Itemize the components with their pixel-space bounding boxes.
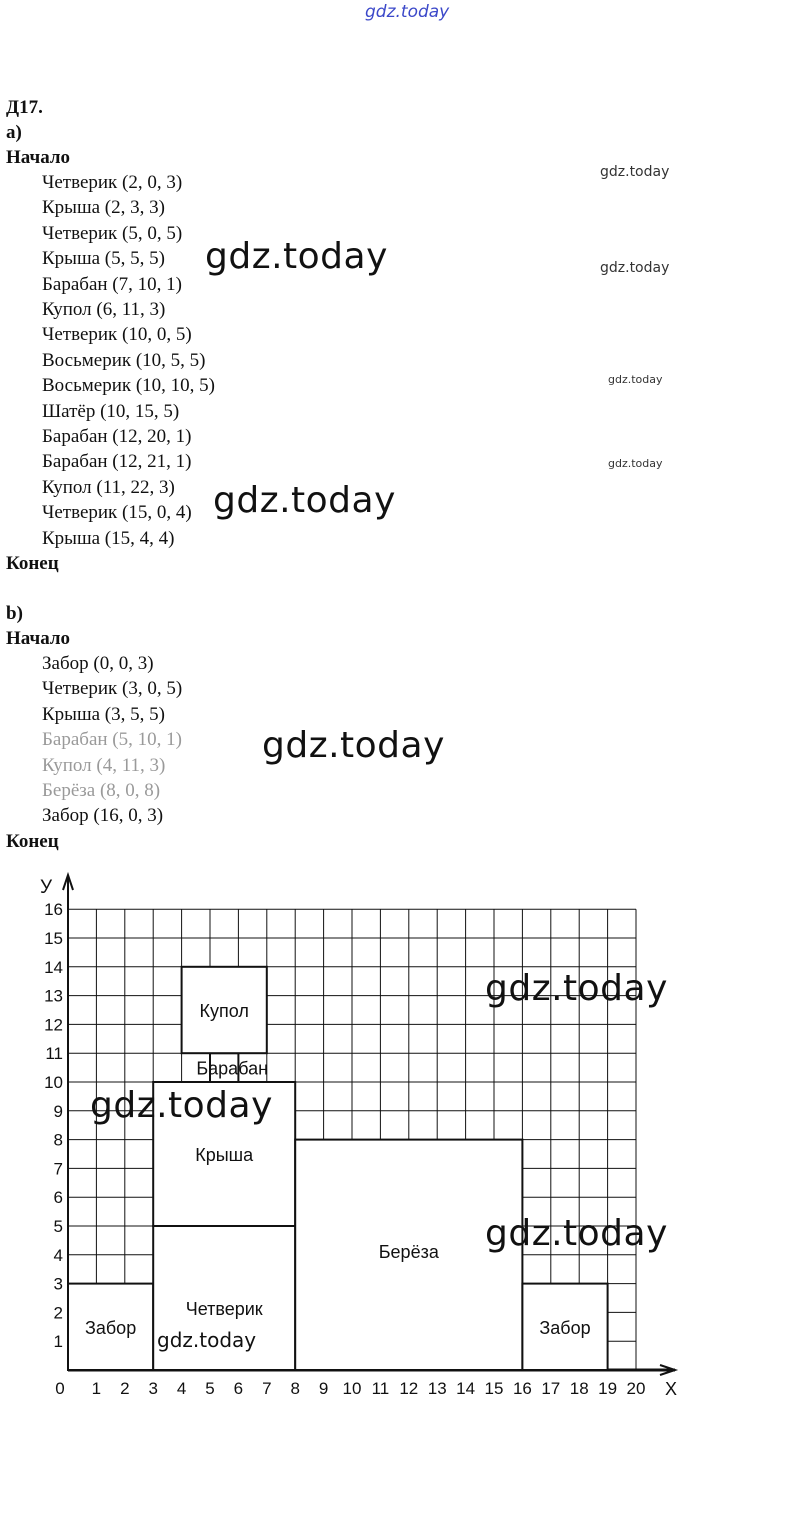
x-tick-label: 7 [262, 1379, 272, 1398]
zabor-left-label: Забор [84, 1317, 137, 1338]
command-line: Купол (6, 11, 3) [42, 299, 166, 320]
krysha-label: Крыша [195, 1145, 254, 1165]
task-number: Д17. [6, 97, 43, 118]
x-tick-label: 6 [233, 1379, 244, 1398]
y-tick-label: 12 [44, 1015, 63, 1035]
y-axis-label: У [40, 877, 53, 898]
x-axis-label: X [665, 1379, 678, 1399]
command-line: Купол (4, 11, 3) [42, 754, 166, 776]
watermark: gdz.today [485, 1213, 668, 1254]
watermark: gdz.today [90, 1085, 273, 1126]
command-line: Четверик (15, 0, 4) [42, 502, 192, 524]
command-line: Четверик (10, 0, 5) [42, 324, 192, 346]
command-line: Восьмерик (10, 5, 5) [42, 349, 206, 371]
command-line: Восьмерик (10, 10, 5) [42, 375, 216, 397]
command-line: Барабан (7, 10, 1) [42, 273, 182, 295]
command-line: Четверик (3, 0, 5) [42, 678, 183, 700]
y-tick-label: 6 [53, 1188, 63, 1208]
bereza-label: Берёза [378, 1241, 439, 1262]
x-tick-label: 5 [205, 1379, 215, 1398]
command-line: Четверик (2, 0, 3) [42, 172, 183, 193]
watermark: gdz.today [608, 457, 663, 470]
header-watermark: gdz.today [365, 2, 450, 22]
watermark: gdz.today [213, 480, 396, 521]
start-label: Начало [6, 628, 71, 649]
x-tick-label: 1 [91, 1379, 102, 1398]
x-tick-label: 19 [598, 1379, 618, 1398]
y-tick-label: 16 [44, 900, 63, 920]
x-tick-label: 13 [427, 1379, 447, 1398]
kupol-label: Купол [199, 1001, 249, 1021]
coordinate-diagram [0, 860, 809, 1420]
x-tick-label: 2 [120, 1379, 130, 1398]
x-tick-label: 12 [399, 1379, 419, 1398]
watermark: gdz.today [205, 236, 388, 277]
chetverik-label: Четверик [185, 1299, 263, 1319]
y-tick-label: 4 [53, 1245, 63, 1265]
y-tick-label: 3 [53, 1274, 63, 1294]
x-tick-label: 17 [541, 1379, 561, 1398]
x-tick-label: 14 [456, 1379, 476, 1398]
command-line: Четверик (5, 0, 5) [42, 222, 183, 244]
start-label: Начало [6, 147, 71, 168]
y-tick-label: 15 [44, 929, 63, 948]
y-tick-label: 14 [44, 957, 63, 977]
part-b-label: b) [6, 603, 23, 624]
end-label: Конец [6, 553, 59, 574]
command-line: Забор (0, 0, 3) [42, 653, 154, 674]
command-line: Крыша (5, 5, 5) [42, 248, 165, 270]
zabor-right-label: Забор [539, 1317, 591, 1338]
y-tick-label: 11 [45, 1044, 63, 1064]
watermark: gdz.today [608, 373, 663, 386]
x-tick-label: 18 [569, 1379, 589, 1398]
y-tick-label: 5 [53, 1217, 63, 1236]
command-line: Барабан (5, 10, 1) [42, 729, 182, 751]
y-tick-label: 13 [44, 986, 63, 1006]
x-tick-label: 16 [512, 1379, 532, 1398]
x-tick-label: 3 [148, 1379, 158, 1398]
x-tick-label: 4 [176, 1379, 187, 1398]
part-a-label: a) [6, 122, 22, 143]
x-tick-label: 20 [626, 1379, 646, 1398]
y-tick-label: 8 [53, 1130, 63, 1150]
x-tick-label: 11 [371, 1379, 390, 1398]
command-line: Крыша (3, 5, 5) [42, 703, 165, 725]
y-tick-label: 7 [53, 1159, 63, 1179]
watermark: gdz.today [600, 164, 670, 180]
watermark: gdz.today [157, 1328, 257, 1352]
y-tick-label: 2 [53, 1303, 63, 1323]
end-label: Конец [6, 831, 59, 852]
x-tick-label: 10 [342, 1379, 362, 1398]
x-tick-label: 9 [318, 1379, 329, 1398]
y-tick-label: 1 [53, 1332, 63, 1352]
command-line: Берёза (8, 0, 8) [42, 780, 161, 801]
baraban-label: Барабан [196, 1058, 269, 1079]
command-line: Забор (16, 0, 3) [42, 805, 164, 827]
command-line: Крыша (15, 4, 4) [42, 527, 175, 549]
watermark: gdz.today [600, 260, 670, 276]
command-line: Купол (11, 22, 3) [42, 476, 175, 498]
y-tick-label: 9 [53, 1101, 63, 1121]
watermark: gdz.today [262, 725, 445, 766]
x-tick-label: 0 [55, 1379, 65, 1398]
command-line: Шатёр (10, 15, 5) [42, 400, 180, 422]
y-tick-label: 10 [44, 1073, 63, 1092]
command-line: Барабан (12, 20, 1) [42, 426, 192, 447]
command-line: Барабан (12, 21, 1) [42, 451, 192, 473]
x-tick-label: 15 [484, 1379, 504, 1398]
x-tick-label: 8 [290, 1379, 300, 1398]
command-line: Крыша (2, 3, 3) [42, 197, 165, 219]
watermark: gdz.today [485, 968, 668, 1009]
